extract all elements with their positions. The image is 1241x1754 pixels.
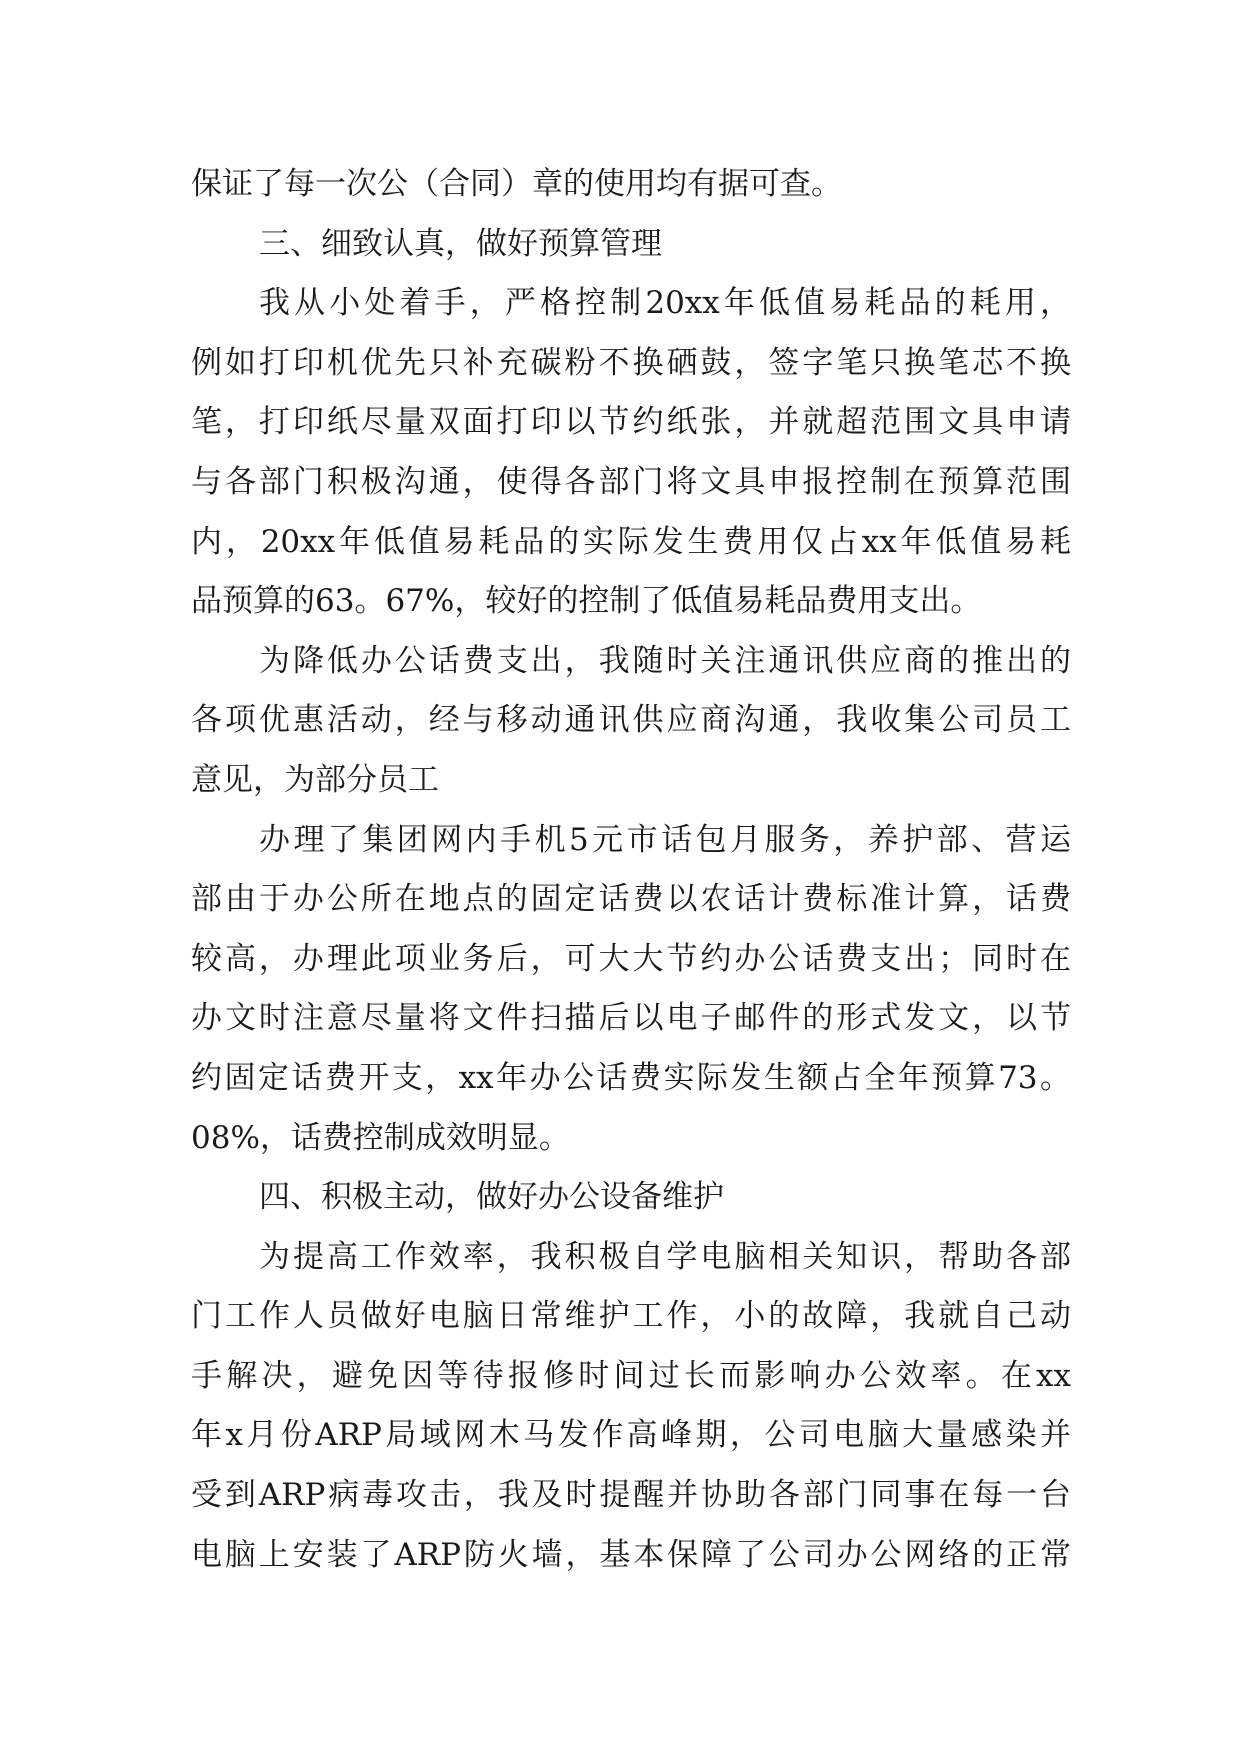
paragraph-line: 受到ARP病毒攻击，我及时提醒并协助各部门同事在每一台 <box>191 1477 1071 1514</box>
paragraph-line: 内，20xx年低值易耗品的实际发生费用仅占xx年低值易耗 <box>191 523 1071 560</box>
paragraph-line: 意见，为部分员工 <box>191 761 439 798</box>
paragraph-line: 为降低办公话费支出，我随时关注通讯供应商的推出的 <box>259 642 1071 679</box>
paragraph-line: 部由于办公所在地点的固定话费以农话计费标准计算，话费 <box>191 881 1071 918</box>
paragraph-line: 门工作人员做好电脑日常维护工作，小的故障，我就自己动 <box>191 1298 1071 1335</box>
paragraph-line: 08%，话费控制成效明显。 <box>191 1119 570 1156</box>
paragraph-line: 与各部门积极沟通，使得各部门将文具申报控制在预算范围 <box>191 463 1071 500</box>
paragraph-line: 为提高工作效率，我积极自学电脑相关知识，帮助各部 <box>259 1238 1071 1275</box>
paragraph-line: 我从小处着手，严格控制20xx年低值易耗品的耗用， <box>259 285 1071 322</box>
paragraph-line: 约固定话费开支，xx年办公话费实际发生额占全年预算73。 <box>191 1059 1071 1096</box>
paragraph-line: 各项优惠活动，经与移动通讯供应商沟通，我收集公司员工 <box>191 702 1071 739</box>
paragraph-line: 电脑上安装了ARP防火墙，基本保障了公司办公网络的正常 <box>191 1536 1071 1573</box>
paragraph-line: 办文时注意尽量将文件扫描后以电子邮件的形式发文，以节 <box>191 1000 1071 1037</box>
paragraph-line: 保证了每一次公（合同）章的使用均有据可查。 <box>191 166 842 202</box>
paragraph-line: 手解决，避免因等待报修时间过长而影响办公效率。在xx <box>191 1357 1071 1394</box>
section-heading: 四、积极主动，做好办公设备维护 <box>259 1179 724 1216</box>
paragraph-line: 品预算的63。67%，较好的控制了低值易耗品费用支出。 <box>191 583 982 620</box>
paragraph-line: 年x月份ARP局域网木马发作高峰期，公司电脑大量感染并 <box>191 1417 1071 1454</box>
paragraph-line: 较高，办理此项业务后，可大大节约办公话费支出；同时在 <box>191 940 1071 977</box>
section-heading: 三、细致认真，做好预算管理 <box>259 225 662 262</box>
paragraph-line: 办理了集团网内手机5元市话包月服务，养护部、营运 <box>259 821 1071 858</box>
paragraph-line: 例如打印机优先只补充碳粉不换硒鼓，签字笔只换笔芯不换 <box>191 344 1071 381</box>
document-body <box>191 155 1071 1585</box>
paragraph-line: 笔，打印纸尽量双面打印以节约纸张，并就超范围文具申请 <box>191 404 1071 441</box>
